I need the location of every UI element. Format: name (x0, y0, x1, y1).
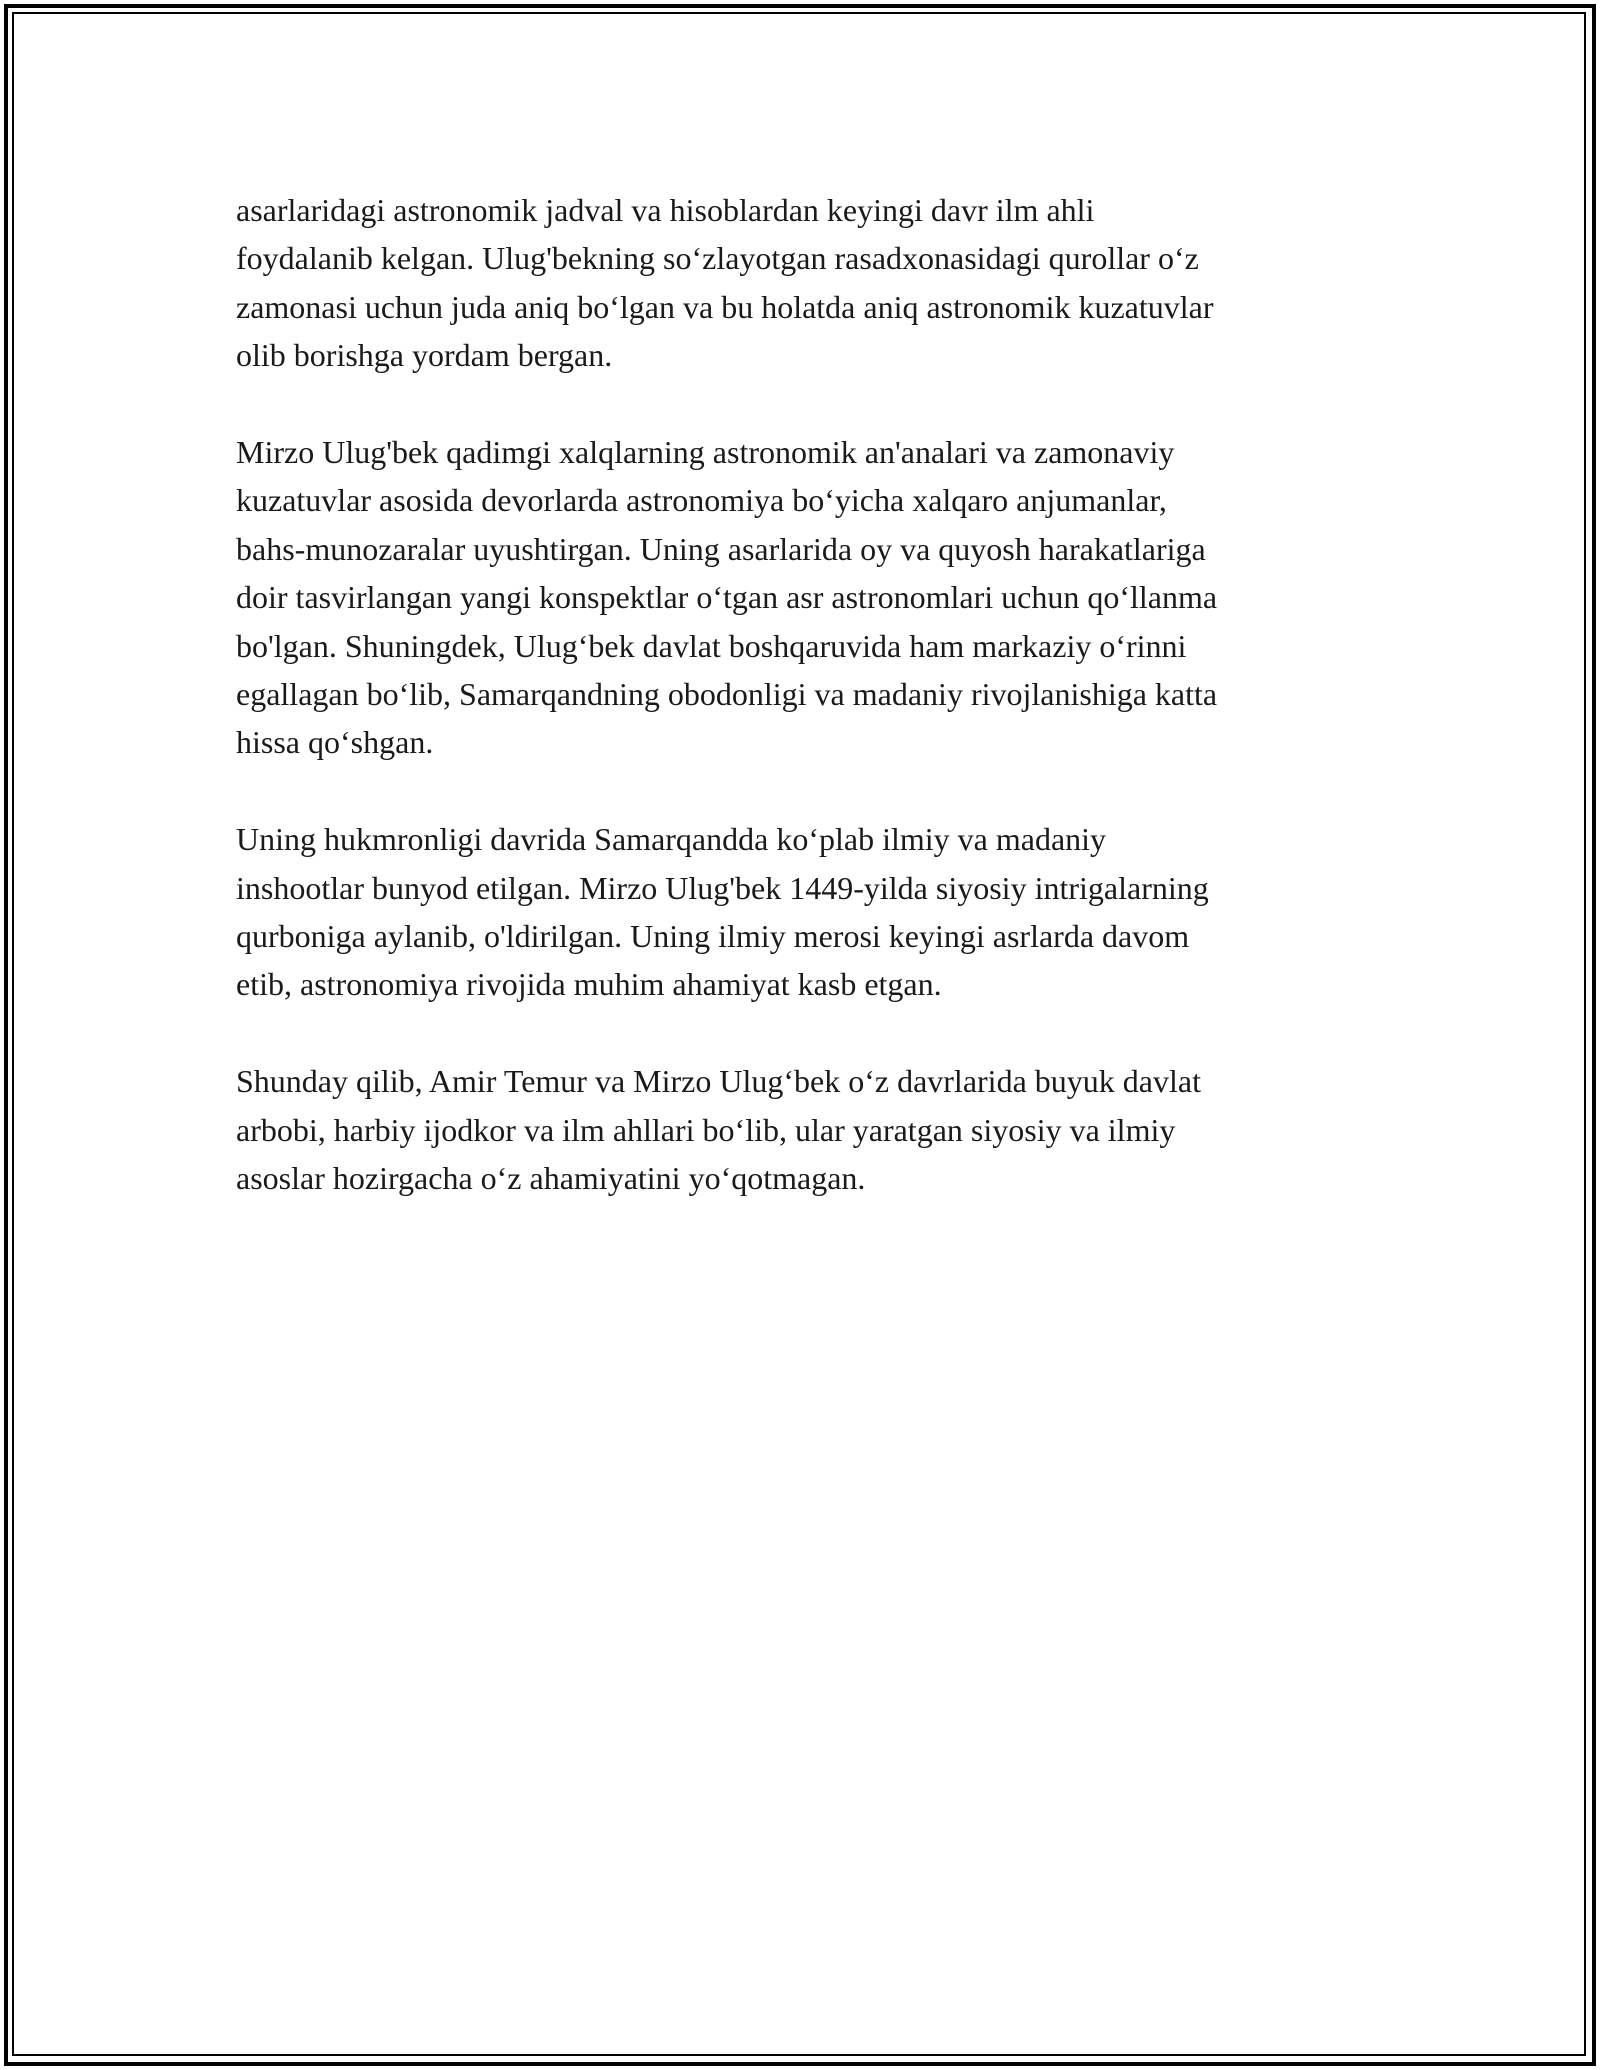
text-line: Uning hukmronligi davrida Samarqandda ko‘plab ilmiy va madaniy (236, 821, 1107, 858)
paragraph-1 (236, 186, 1376, 380)
text-line: etib, astronomiya rivojida muhim ahamiyat kasb etgan. (236, 966, 942, 1003)
text-line: kuzatuvlar asosida devorlarda astronomiya bo‘yicha xalqaro anjumanlar, (236, 482, 1167, 519)
text-line: hissa qo‘shgan. (236, 724, 434, 761)
text-line: bahs-munozaralar uyushtirgan. Uning asarlarida oy va quyosh harakatlariga (236, 530, 1206, 567)
text-line: arbobi, harbiy ijodkor va ilm ahllari bo‘lib, ular yaratgan siyosiy va ilmiy (236, 1111, 1176, 1148)
text-line: olib borishga yordam bergan. (236, 337, 613, 374)
text-line: Mirzo Ulug'bek qadimgi xalqlarning astronomik an'analari va zamonaviy (236, 434, 1175, 471)
text-line: asarlaridagi astronomik jadval va hisoblardan keyingi davr ilm ahli (236, 192, 1095, 228)
paragraph-2 (236, 428, 1376, 767)
text-line: qurboniga aylanib, o'ldirilgan. Uning ilmiy merosi keyingi asrlarda davom (236, 918, 1190, 955)
text-line: doir tasvirlangan yangi konspektlar o‘tgan asr astronomlari uchun qo‘llanma (236, 579, 1218, 616)
text-line: foydalanib kelgan. Ulug'bekning so‘zlayotgan rasadxonasidagi qurollar o‘z (236, 240, 1199, 277)
text-line: egallagan bo‘lib, Samarqandning obodonligi va madaniy rivojlanishiga katta (236, 676, 1218, 713)
text-line: asoslar hozirgacha o‘z ahamiyatini yo‘qotmagan. (236, 1160, 866, 1197)
paragraph-4 (236, 1057, 1376, 1202)
text-line: zamonasi uchun juda aniq bo‘lgan va bu holatda aniq astronomik kuzatuvlar (236, 288, 1214, 325)
text-line: bo'lgan. Shuningdek, Ulug‘bek davlat boshqaruvida ham markaziy o‘rinni (236, 627, 1187, 664)
paragraph-3 (236, 815, 1376, 1009)
document-body (236, 186, 1376, 1251)
text-line: inshootlar bunyod etilgan. Mirzo Ulug'bek 1449-yilda siyosiy intrigalarning (236, 869, 1209, 906)
text-line: Shunday qilib, Amir Temur va Mirzo Ulug‘bek o‘z davrlarida buyuk davlat (236, 1063, 1201, 1100)
